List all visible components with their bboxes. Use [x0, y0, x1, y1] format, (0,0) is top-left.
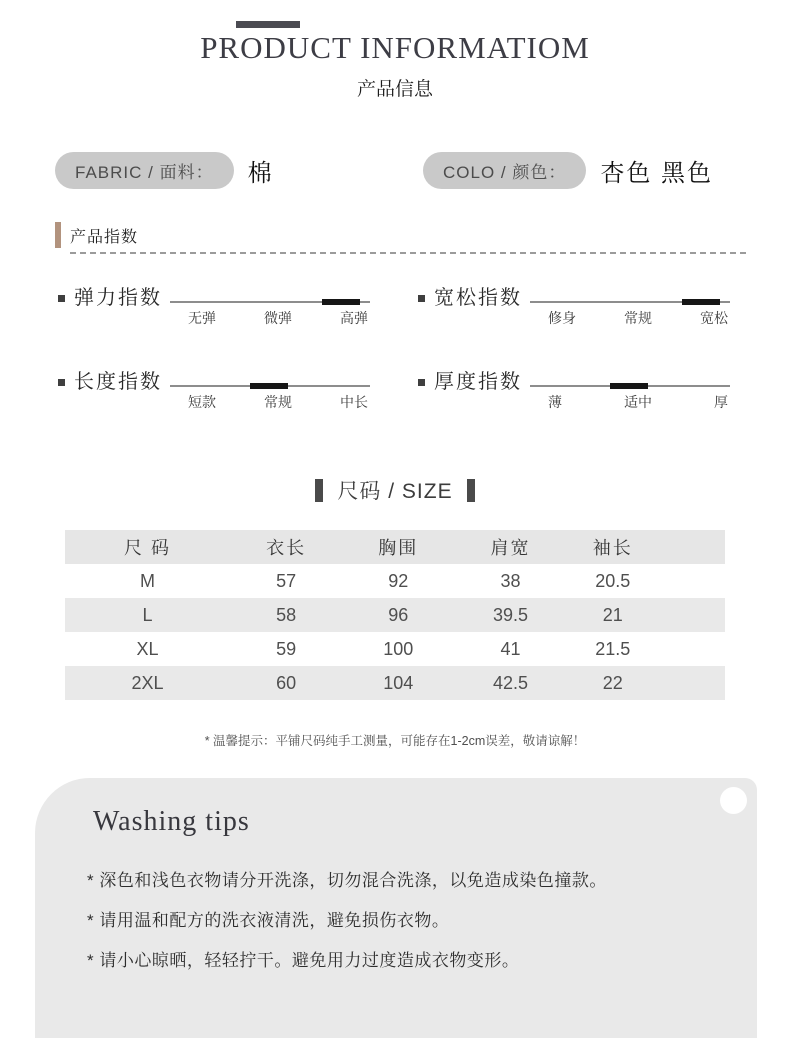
- table-cell: 42.5: [492, 672, 528, 693]
- table-cell: 2XL: [131, 672, 164, 693]
- table-cell: 41: [500, 638, 521, 659]
- slider-marker: [322, 299, 360, 305]
- washing-tip: * 请小心晾晒，轻轻拧干。避免用力过度造成衣物变形。: [87, 951, 520, 970]
- table-row: [65, 632, 725, 666]
- table-cell: 100: [383, 638, 414, 659]
- color-value: 杏色 黑色: [600, 160, 714, 187]
- slider-label: 厚度指数: [434, 371, 522, 393]
- slider-track: [530, 385, 730, 412]
- level-label: 短款: [188, 394, 216, 410]
- slider-label: 弹力指数: [74, 287, 162, 309]
- slider-marker: [610, 383, 648, 389]
- slider-line: [170, 385, 370, 387]
- bullet-square-icon: [418, 295, 425, 302]
- table-cell: 38: [500, 570, 521, 591]
- level-label: 厚: [714, 394, 728, 410]
- table-cell: 57: [276, 570, 297, 591]
- slider-label: 长度指数: [74, 371, 162, 393]
- slider-marker: [250, 383, 288, 389]
- index-section-header: [55, 222, 138, 248]
- page-title: PRODUCT INFORMATIOM: [200, 30, 590, 65]
- slider-length: [58, 370, 370, 412]
- table-cell: 104: [383, 672, 414, 693]
- level-label: 适中: [624, 394, 652, 410]
- slider-levels: [170, 387, 370, 412]
- table-header-cell: 尺 码: [123, 538, 171, 558]
- slider-line: [530, 301, 730, 303]
- table-cell: 96: [388, 604, 409, 625]
- bullet-square-icon: [58, 295, 65, 302]
- slider-thickness: [418, 370, 730, 412]
- size-title-text: 尺码 / SIZE: [337, 480, 453, 503]
- table-cell: L: [142, 604, 153, 625]
- section-accent-bar: [55, 222, 61, 248]
- size-table: [65, 530, 725, 700]
- table-header-cell: 肩宽: [490, 538, 531, 558]
- slider-line: [530, 385, 730, 387]
- dashed-divider: [70, 252, 746, 254]
- size-section-title: [0, 475, 790, 505]
- measurement-note: * 温馨提示：平铺尺码纯手工测量，可能存在1-2cm误差，敬请谅解！: [204, 734, 586, 748]
- table-cell: 92: [388, 570, 409, 591]
- table-cell: 22: [602, 672, 623, 693]
- table-row: [65, 598, 725, 632]
- fabric-label-pill: FABRIC / 面料：: [55, 152, 234, 189]
- bullet-square-icon: [58, 379, 65, 386]
- table-row: [65, 666, 725, 700]
- slider-looseness: [418, 286, 730, 328]
- slider-marker: [682, 299, 720, 305]
- level-label: 无弹: [188, 310, 216, 326]
- table-header-row: [65, 530, 725, 564]
- level-label: 高弹: [340, 310, 368, 326]
- fabric-value: 棉: [247, 160, 274, 187]
- bullet-square-icon: [418, 379, 425, 386]
- color-label-pill: COLO / 颜色：: [423, 152, 586, 189]
- table-cell: 21.5: [595, 638, 631, 659]
- level-label: 常规: [264, 394, 292, 410]
- washing-tip: * 请用温和配方的洗衣液清洗，避免损伤衣物。: [87, 911, 450, 930]
- table-cell: 39.5: [492, 604, 528, 625]
- page-subtitle: 产品信息: [356, 79, 433, 100]
- level-label: 修身: [548, 310, 576, 326]
- left-bar-icon: [315, 479, 323, 502]
- slider-track: [170, 301, 370, 328]
- level-label: 常规: [624, 310, 652, 326]
- table-cell: 20.5: [595, 570, 631, 591]
- index-section-title: 产品指数: [70, 228, 139, 246]
- decorative-circle: [720, 787, 747, 814]
- washing-tips-title: Washing tips: [93, 806, 250, 837]
- washing-tip: * 深色和浅色衣物请分开洗涤，切勿混合洗涤，以免造成染色撞款。: [87, 871, 607, 890]
- level-label: 中长: [340, 394, 368, 410]
- fabric-attribute: [55, 152, 274, 189]
- washing-tips-panel: [35, 778, 757, 1038]
- slider-levels: [530, 387, 730, 412]
- table-row: [65, 564, 725, 598]
- slider-levels: [170, 303, 370, 328]
- table-header-cell: 袖长: [592, 538, 633, 558]
- slider-track: [530, 301, 730, 328]
- color-attribute: [423, 152, 713, 189]
- table-cell: M: [140, 570, 155, 591]
- table-cell: 60: [276, 672, 297, 693]
- table-cell: 59: [276, 638, 297, 659]
- slider-label: 宽松指数: [434, 287, 522, 309]
- slider-elasticity: [58, 286, 370, 328]
- slider-track: [170, 385, 370, 412]
- table-cell: XL: [136, 638, 159, 659]
- level-label: 宽松: [700, 310, 728, 326]
- table-header-cell: 衣长: [266, 538, 307, 558]
- title-accent-bar: [236, 21, 300, 28]
- table-cell: 58: [276, 604, 297, 625]
- level-label: 薄: [548, 394, 562, 410]
- level-label: 微弹: [264, 310, 292, 326]
- slider-levels: [530, 303, 730, 328]
- washing-tips-list: [87, 866, 727, 986]
- right-bar-icon: [467, 479, 475, 502]
- slider-line: [170, 301, 370, 303]
- table-header-cell: 胸围: [378, 538, 419, 558]
- table-cell: 21: [602, 604, 623, 625]
